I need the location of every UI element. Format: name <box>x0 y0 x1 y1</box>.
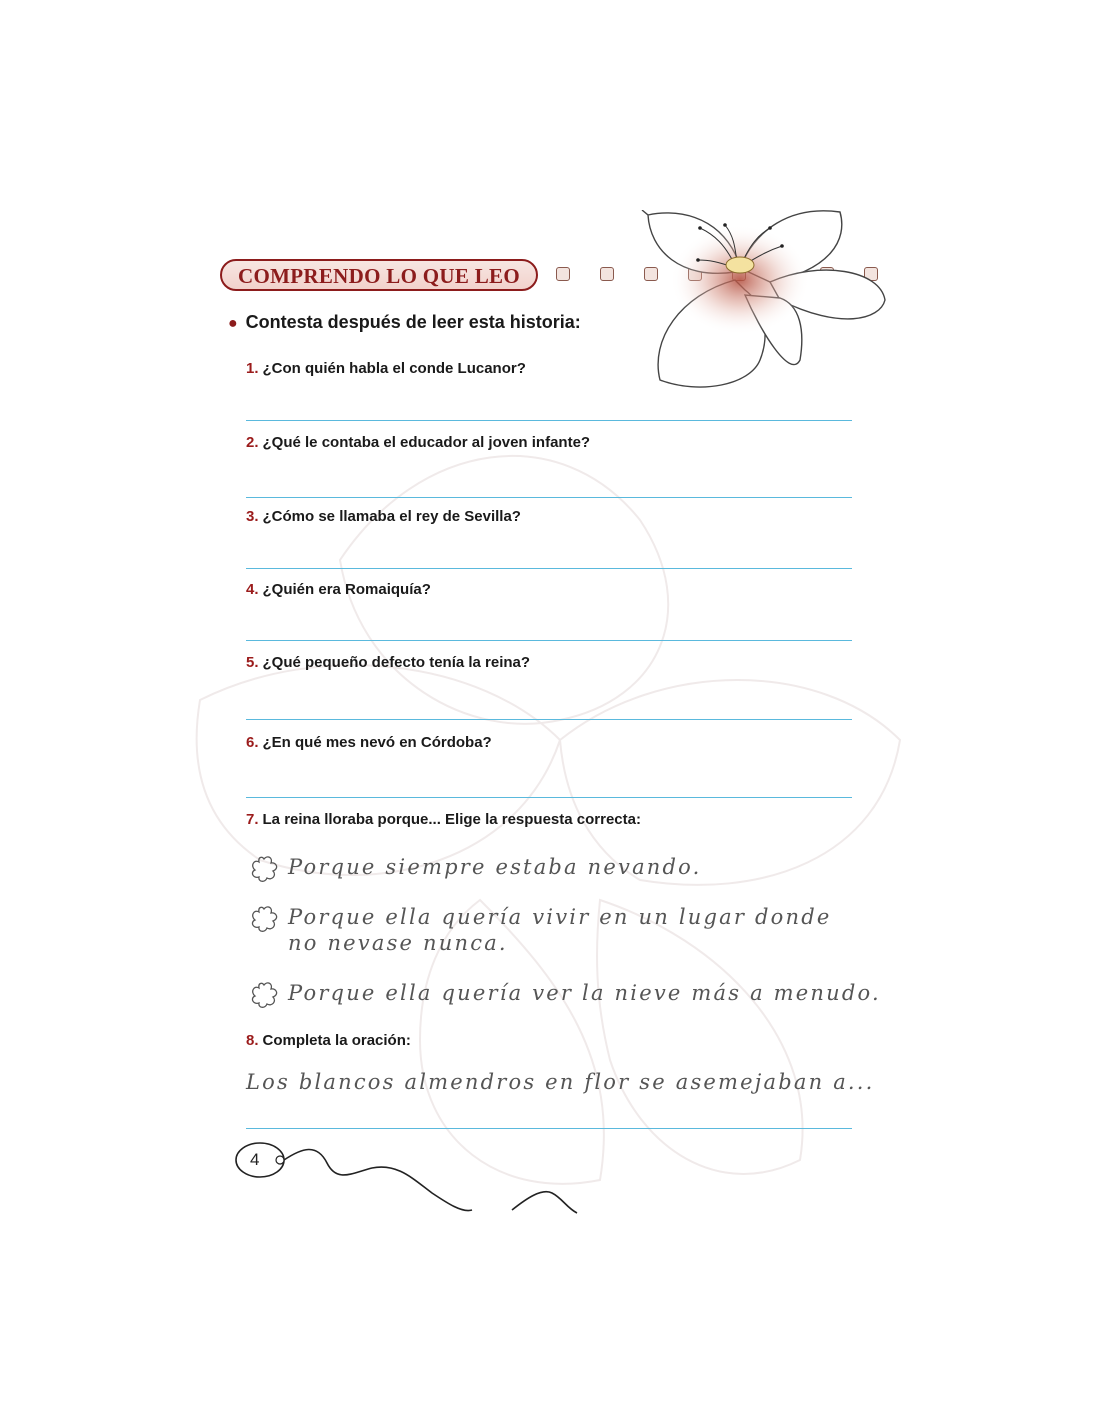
answer-line-4[interactable] <box>246 640 852 641</box>
flower-checkbox-icon[interactable] <box>248 979 280 1011</box>
question-number: 7. <box>246 811 259 828</box>
question-text: ¿Cómo se llamaba el rey de Sevilla? <box>262 508 521 525</box>
instruction <box>228 312 581 333</box>
question-number: 6. <box>246 734 259 751</box>
question-number: 5. <box>246 654 259 671</box>
mouse-icon <box>232 1138 592 1218</box>
sentence-prompt: Los blancos almendros en flor se asemejaban a... <box>246 1070 875 1094</box>
flower-checkbox-icon[interactable] <box>248 853 280 885</box>
question-text: ¿Quién era Romaiquía? <box>262 581 431 598</box>
answer-line-6[interactable] <box>246 797 852 798</box>
answer-line-8[interactable] <box>246 1128 852 1129</box>
flower-icon <box>640 210 890 395</box>
question-1 <box>246 360 526 377</box>
page-number: 4 <box>250 1150 260 1169</box>
question-number: 4. <box>246 581 259 598</box>
question-text: ¿Qué le contaba el educador al joven infante? <box>262 434 591 451</box>
question-text: ¿Con quién habla el conde Lucanor? <box>262 360 526 377</box>
flower-checkbox-icon[interactable] <box>248 903 280 935</box>
question-number: 8. <box>246 1032 259 1049</box>
question-number: 1. <box>246 360 259 377</box>
square-icon <box>556 267 570 281</box>
question-text: ¿En qué mes nevó en Córdoba? <box>262 734 492 751</box>
bullet-icon: ● <box>228 315 238 332</box>
question-number: 2. <box>246 434 259 451</box>
option-text: Porque siempre estaba nevando. <box>288 855 702 879</box>
section-title: COMPRENDO LO QUE LEO <box>238 264 520 288</box>
question-8 <box>246 1032 411 1049</box>
option-text: Porque ella quería vivir en un lugar donde <box>288 905 832 929</box>
question-text: Completa la oración: <box>262 1032 411 1049</box>
question-text: La reina lloraba porque... Elige la respuesta correcta: <box>262 811 641 828</box>
question-2 <box>246 434 590 451</box>
question-text: ¿Qué pequeño defecto tenía la reina? <box>262 654 531 671</box>
answer-line-5[interactable] <box>246 719 852 720</box>
instruction-text: Contesta después de leer esta historia: <box>245 312 581 332</box>
question-3 <box>246 508 521 525</box>
question-7 <box>246 811 641 828</box>
option-text: Porque ella quería ver la nieve más a menudo. <box>288 981 881 1005</box>
question-number: 3. <box>246 508 259 525</box>
question-5 <box>246 654 530 671</box>
answer-line-1[interactable] <box>246 420 852 421</box>
question-6 <box>246 734 492 751</box>
section-header-tab <box>220 259 538 291</box>
option-text-continued: no nevase nunca. <box>288 931 508 955</box>
square-icon <box>600 267 614 281</box>
answer-line-2[interactable] <box>246 497 852 498</box>
answer-line-3[interactable] <box>246 568 852 569</box>
question-4 <box>246 581 431 598</box>
